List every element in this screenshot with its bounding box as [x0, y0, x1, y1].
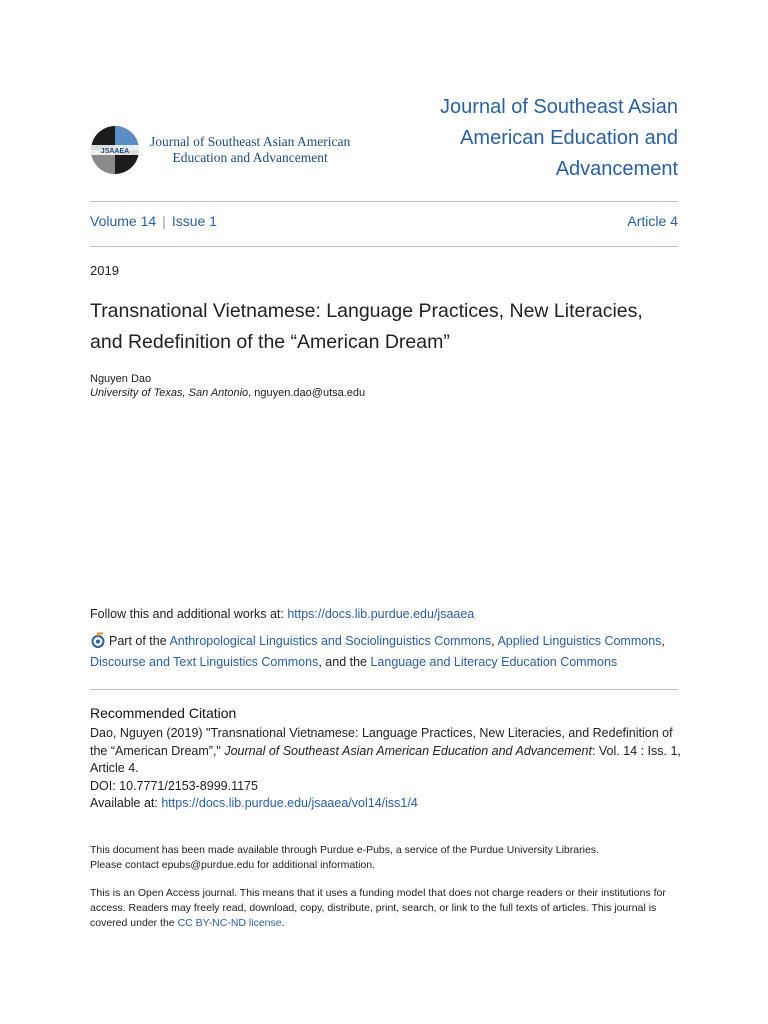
commons-link-discourse[interactable]: Discourse and Text Linguistics Commons: [90, 655, 319, 669]
author-name: Nguyen Dao: [90, 373, 152, 385]
citation-doi: DOI: 10.7771/2153-8999.1175: [90, 778, 258, 793]
logo-abbrev: JSAAEA: [100, 148, 130, 155]
divider: [90, 689, 678, 690]
divider: [90, 246, 678, 247]
article-title-line-2: and Redefinition of the “American Dream”: [90, 331, 450, 353]
journal-title-line-3: Advancement: [555, 158, 678, 180]
author-affiliation: [90, 386, 365, 400]
logo-line-1: Journal of Southeast Asian American: [150, 134, 351, 149]
part-of-sep-2: ,: [661, 634, 665, 648]
license-end: .: [281, 917, 285, 929]
follow-prefix: Follow this and additional works at:: [90, 607, 288, 621]
journal-title-link[interactable]: [378, 92, 678, 185]
purdue-notice-line-2: Please contact epubs@purdue.edu for additional information.: [90, 859, 376, 871]
commons-link-anthropological[interactable]: Anthropological Linguistics and Sociolinguistics Commons: [169, 634, 492, 648]
available-url-link[interactable]: https://docs.lib.purdue.edu/jsaaea/vol14/iss1/4: [161, 796, 418, 810]
citation-text-2: : Vol. 14 : Iss. 1, Article 4.: [90, 743, 681, 775]
journal-title-line-1: Journal of Southeast Asian: [440, 96, 678, 118]
recommended-citation: [90, 725, 690, 813]
available-prefix: Available at:: [90, 796, 162, 810]
open-access-icon: [90, 632, 106, 648]
publication-year: 2019: [90, 263, 119, 278]
license-link[interactable]: CC BY-NC-ND license: [177, 917, 282, 929]
issue-link[interactable]: Issue 1: [171, 213, 217, 229]
logo-wordmark: [150, 134, 350, 166]
commons-link-language-literacy[interactable]: Language and Literacy Education Commons: [370, 655, 618, 669]
citation-text-1: Dao, Nguyen (2019) "Transnational Vietnamese: Language Practices, New Literacies, and Redefinition of the “American Dream”,": [90, 726, 673, 758]
logo-line-2: Education and Advancement: [172, 150, 328, 165]
journal-title-line-2: American Education and: [460, 127, 678, 149]
issue-separator: |: [162, 213, 166, 229]
part-of-commons: [90, 631, 690, 673]
part-of-prefix: Part of the: [109, 634, 170, 648]
follow-line: [90, 607, 474, 621]
part-of-sep-1: ,: [491, 634, 498, 648]
affiliation-name: University of Texas, San Antonio: [90, 387, 249, 399]
follow-url-link[interactable]: https://docs.lib.purdue.edu/jsaaea: [287, 607, 475, 621]
article-title: [90, 296, 678, 358]
open-access-notice: [90, 886, 678, 931]
article-link[interactable]: Article 4: [627, 213, 678, 229]
volume-link[interactable]: Volume 14: [90, 213, 157, 229]
part-of-sep-3: , and the: [318, 655, 371, 669]
recommended-citation-heading: Recommended Citation: [90, 705, 237, 721]
author-email: , nguyen.dao@utsa.edu: [248, 387, 366, 399]
journal-logo[interactable]: [90, 118, 360, 182]
purdue-notice-line-1: This document has been made available through Purdue e-Pubs, a service of the Purdue University Libraries.: [90, 844, 599, 856]
divider: [90, 201, 678, 202]
commons-link-applied-linguistics[interactable]: Applied Linguistics Commons: [497, 634, 662, 648]
issue-nav: [90, 213, 678, 229]
article-title-line-1: Transnational Vietnamese: Language Practices, New Literacies,: [90, 300, 643, 322]
journal-logo-mark-icon: [90, 125, 140, 175]
citation-journal: Journal of Southeast Asian American Education and Advancement: [224, 743, 592, 758]
open-access-text: This is an Open Access journal. This means that it uses a funding model that does not charge readers or their institutions for access. Readers may freely read, download, copy, distribute, print, search, or link to the full texts of articles. This journal is covered under the: [90, 887, 666, 929]
cover-page: [90, 0, 681, 1024]
purdue-notice: [90, 843, 678, 873]
